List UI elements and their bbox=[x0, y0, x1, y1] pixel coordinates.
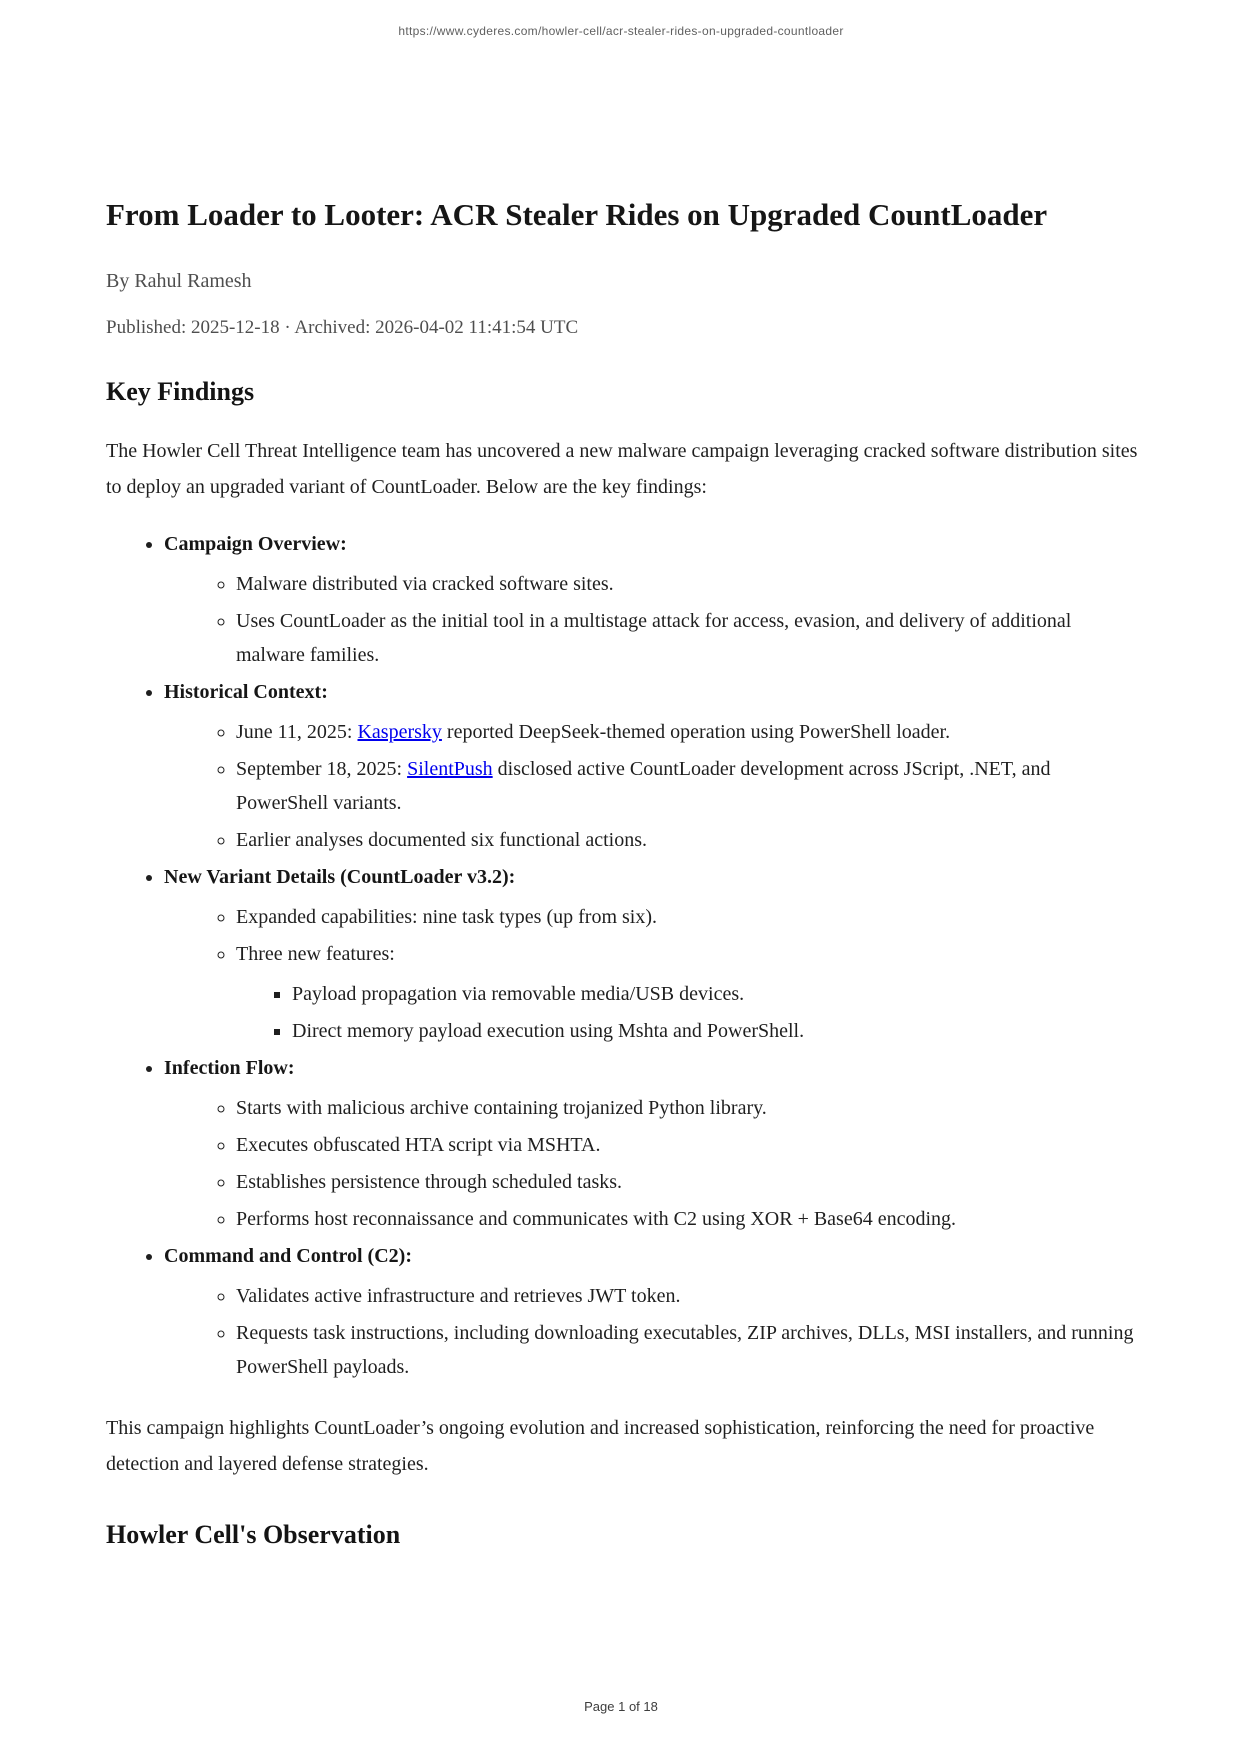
list-item bbox=[236, 900, 1138, 934]
list-item bbox=[236, 604, 1138, 672]
list-item bbox=[292, 977, 1138, 1011]
list-item-text: Direct memory payload execution using Mshta and PowerShell. bbox=[292, 1020, 805, 1042]
list-item bbox=[236, 1202, 1138, 1236]
list-item-text: Earlier analyses documented six functional actions. bbox=[236, 829, 647, 851]
list-item bbox=[236, 1279, 1138, 1313]
archive-source-url: https://www.cyderes.com/howler-cell/acr-stealer-rides-on-upgraded-countloader bbox=[398, 24, 844, 38]
list-item bbox=[236, 715, 1138, 749]
list-item bbox=[236, 1165, 1138, 1199]
page-title: From Loader to Looter: ACR Stealer Rides on Upgraded CountLoader bbox=[106, 197, 1048, 232]
bullet-label: Command and Control (C2): bbox=[164, 1245, 412, 1267]
list-item bbox=[236, 1091, 1138, 1125]
kaspersky-link[interactable]: Kaspersky bbox=[357, 721, 442, 743]
list-item-text: Validates active infrastructure and retrieves JWT token. bbox=[236, 1285, 681, 1307]
bullet-label: Campaign Overview: bbox=[164, 533, 347, 555]
silentpush-link[interactable]: SilentPush bbox=[407, 758, 493, 780]
observation-heading: Howler Cell's Observation bbox=[106, 1520, 401, 1549]
article-byline: By Rahul Ramesh bbox=[106, 270, 252, 292]
list-item bbox=[164, 675, 1138, 857]
list-item-text: Malware distributed via cracked software sites. bbox=[236, 573, 614, 595]
list-item-text: Requests task instructions, including downloading executables, ZIP archives, DLLs, MSI installers, and running PowerShell payloads. bbox=[236, 1322, 1134, 1378]
key-findings-intro: The Howler Cell Threat Intelligence team has uncovered a new malware campaign leveraging cracked software distribution sites to deploy an upgraded variant of CountLoader. Below are the key findings: bbox=[106, 440, 1138, 498]
article-body bbox=[106, 0, 1138, 1550]
list-item bbox=[236, 1128, 1138, 1162]
article-dates: Published: 2025-12-18 · Archived: 2026-04-02 11:41:54 UTC bbox=[106, 317, 579, 338]
list-item bbox=[164, 1239, 1138, 1384]
list-item-text: Executes obfuscated HTA script via MSHTA. bbox=[236, 1134, 601, 1156]
list-item bbox=[292, 1014, 1138, 1048]
list-item-text: Expanded capabilities: nine task types (up from six). bbox=[236, 906, 658, 928]
list-item bbox=[236, 567, 1138, 601]
list-item-text: Performs host reconnaissance and communicates with C2 using XOR + Base64 encoding. bbox=[236, 1208, 957, 1230]
list-item-text: reported DeepSeek-themed operation using PowerShell loader. bbox=[441, 721, 951, 743]
list-item-text: Establishes persistence through scheduled tasks. bbox=[236, 1171, 623, 1193]
list-item bbox=[164, 860, 1138, 1048]
list-item bbox=[164, 1051, 1138, 1236]
list-item-text: Three new features: bbox=[236, 943, 395, 965]
page-number-footer: Page 1 of 18 bbox=[584, 1699, 658, 1714]
bullet-label: New Variant Details (CountLoader v3.2): bbox=[164, 866, 516, 888]
list-item-text: Starts with malicious archive containing trojanized Python library. bbox=[236, 1097, 767, 1119]
list-item bbox=[236, 823, 1138, 857]
key-findings-heading: Key Findings bbox=[106, 377, 255, 406]
key-findings-list bbox=[106, 527, 1138, 1384]
list-item-text: disclosed active CountLoader development across JScript, .NET, and PowerShell variants. bbox=[236, 758, 1051, 814]
list-item bbox=[236, 752, 1138, 820]
list-item-text: Payload propagation via removable media/USB devices. bbox=[292, 983, 745, 1005]
list-item-text: September 18, 2025: bbox=[236, 758, 408, 780]
key-findings-outro: This campaign highlights CountLoader’s ongoing evolution and increased sophistication, reinforcing the need for proactive detection and layered defense strategies. bbox=[106, 1417, 1095, 1475]
list-item bbox=[236, 937, 1138, 1048]
list-item-text: June 11, 2025: bbox=[236, 721, 358, 743]
list-item-text: Uses CountLoader as the initial tool in a multistage attack for access, evasion, and delivery of additional malware families. bbox=[236, 610, 1072, 666]
bullet-label: Historical Context: bbox=[164, 681, 328, 703]
list-item bbox=[236, 1316, 1138, 1384]
bullet-label: Infection Flow: bbox=[164, 1057, 295, 1079]
list-item bbox=[164, 527, 1138, 672]
